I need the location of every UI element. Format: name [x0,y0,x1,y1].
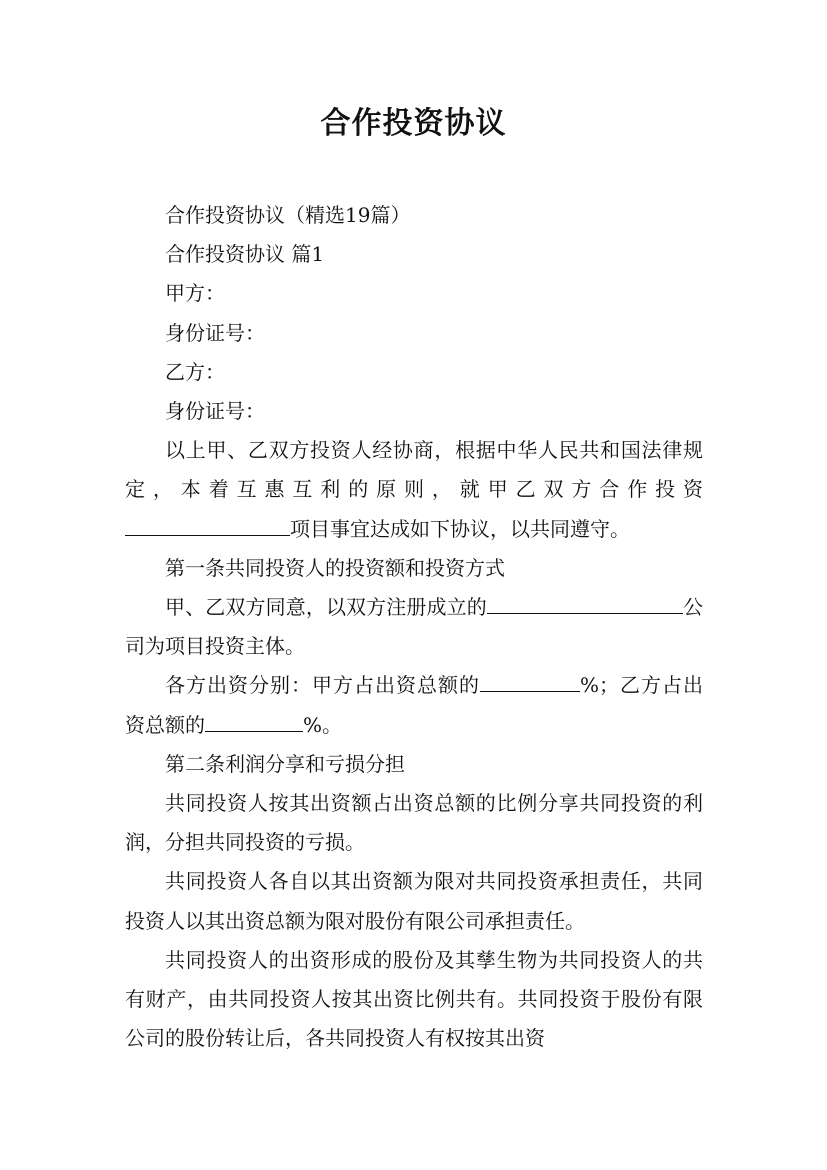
party-b-share-blank [205,730,303,732]
paragraph-article-1-heading: 第一条共同投资人的投资额和投资方式 [165,555,505,580]
paragraph-section-heading: 合作投资协议 篇1 [165,242,325,267]
party-a-share-blank [480,690,580,692]
paragraph-profit-sharing: 共同投资人按其出资额占出资总额的比例分享共同投资的利润，分担共同投资的亏损。 [125,791,703,855]
document-title: 合作投资协议 [320,106,507,141]
company-text-b: 公司为项目投资主体。 [125,595,704,659]
paragraph-party-a: 甲方： [165,281,225,306]
company-text-a: 甲、乙双方同意，以双方注册成立的 [165,595,487,620]
shares-text-c: %。 [303,712,343,737]
paragraph-preamble [125,431,703,549]
shares-text-b: %；乙方占出资总额的 [125,673,704,737]
paragraph-article-2-heading: 第二条利润分享和亏损分担 [165,751,405,776]
paragraph-party-a-id: 身份证号： [165,320,265,345]
company-name-blank [487,612,683,614]
paragraph-joint-property: 共同投资人的出资形成的股份及其孳生物为共同投资人的共有财产，由共同投资人按其出资比例共有。共同投资于股份有限公司的股份转让后，各共同投资人有权按其出资 [125,947,703,1051]
preamble-text-b: 项目事宜达成如下协议，以共同遵守。 [290,516,630,541]
preamble-text-a: 以上甲、乙双方投资人经协商，根据中华人民共和国法律规定，本着互惠互利的原则，就甲乙双方合作投资 [125,438,703,502]
document-body [125,196,703,1058]
shares-text-a: 各方出资分别：甲方占出资总额的 [165,673,480,698]
paragraph-article-1-company [125,588,703,666]
paragraph-subtitle: 合作投资协议（精选19篇） [165,203,411,227]
paragraph-article-1-shares [125,666,703,744]
paragraph-party-b: 乙方： [165,359,225,384]
project-name-blank [125,534,290,536]
paragraph-liability: 共同投资人各自以其出资额为限对共同投资承担责任，共同投资人以其出资总额为限对股份有限公司承担责任。 [125,869,703,933]
paragraph-party-b-id: 身份证号： [165,399,265,424]
